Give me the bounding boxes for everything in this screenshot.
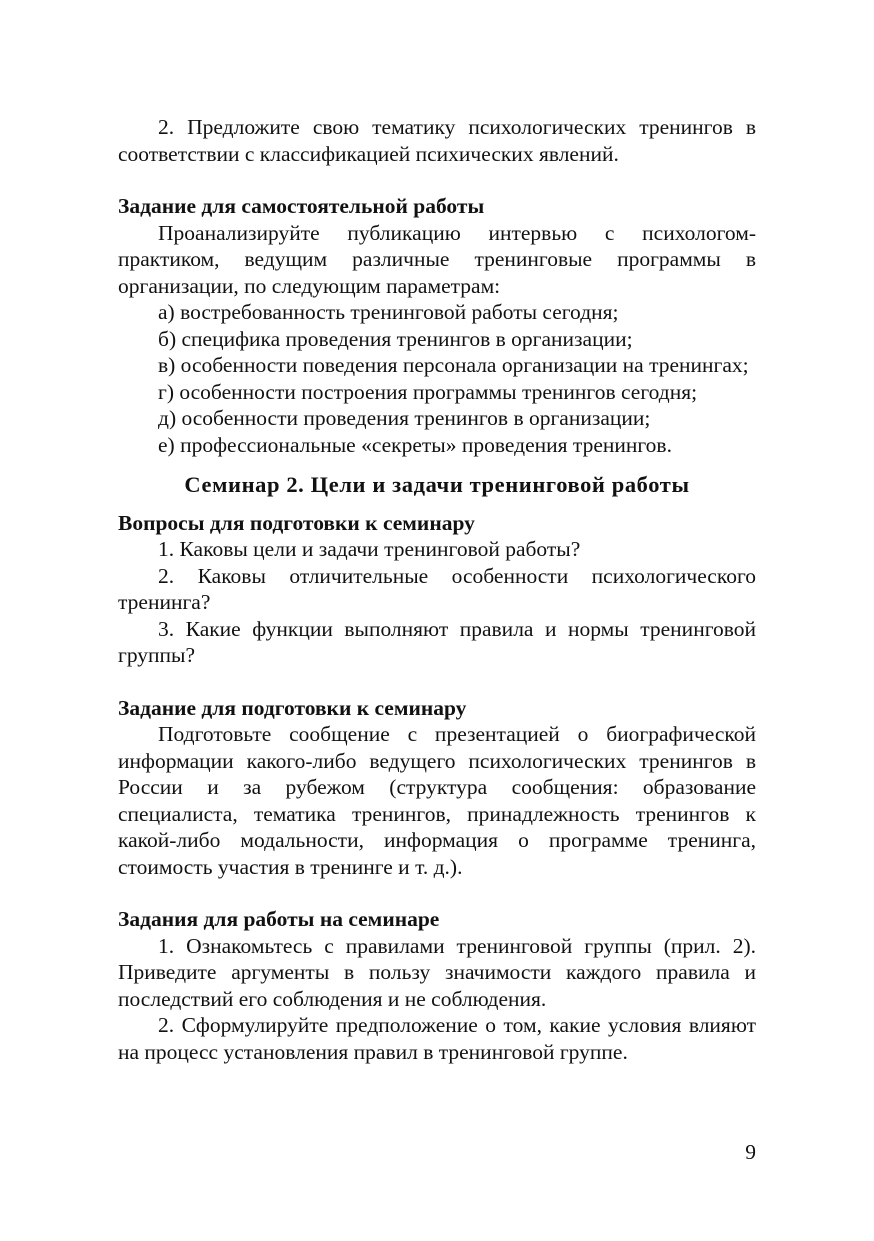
seminar-task-item: 2. Сформулируйте предположение о том, какие условия влияют на процесс установления правил в тренинговой группе. <box>118 1013 756 1064</box>
independent-task-body: Проанализируйте публикацию интервью с психологом-практиком, ведущим различные тренинговые программы в организации, по следующим параметрам: <box>118 220 756 298</box>
seminar-title: Семинар 2. Цели и задачи тренинговой работы <box>184 472 690 497</box>
list-item: д) особенности проведения тренингов в организации; <box>158 406 651 430</box>
prep-task-heading: Задание для подготовки к семинару <box>118 695 467 720</box>
page-content <box>118 114 756 1065</box>
questions-heading: Вопросы для подготовки к семинару <box>118 510 475 535</box>
prep-task-body: Подготовьте сообщение с презентацией о биографической информации какого-либо ведущего психологических тренингов в России и за рубежом (структура сообщения: образование специалиста, тематика тренингов, принадлежность тренингов к какой-либо модальности, информация о программе тренинга, стоимость участия в тренинге и т. д.). <box>118 722 756 879</box>
list-item: в) особенности поведения персонала организации на тренингах; <box>158 353 749 377</box>
intro-item-2: 2. Предложите свою тематику психологических тренингов в соответствии с классификацией психических явлений. <box>118 115 756 166</box>
list-item: а) востребованность тренинговой работы сегодня; <box>158 300 619 324</box>
question-item: 2. Каковы отличительные особенности психологического тренинга? <box>118 563 756 614</box>
list-item: е) профессиональные «секреты» проведения тренингов. <box>158 432 672 457</box>
question-item: 3. Какие функции выполняют правила и нормы тренинговой группы? <box>118 616 756 667</box>
list-item: г) особенности построения программы тренингов сегодня; <box>158 379 698 404</box>
list-item: б) специфика проведения тренингов в организации; <box>158 326 633 351</box>
page-number: 9 <box>745 1140 756 1164</box>
seminar-task-item: 1. Ознакомьтесь с правилами тренинговой группы (прил. 2). Приведите аргументы в пользу значимости каждого правила и последствий его соблюдения и не соблюдения. <box>118 933 756 1011</box>
question-item: 1. Каковы цели и задачи тренинговой работы? <box>158 537 581 561</box>
independent-task-heading: Задание для самостоятельной работы <box>118 194 485 218</box>
seminar-tasks-heading: Задания для работы на семинаре <box>118 907 440 931</box>
